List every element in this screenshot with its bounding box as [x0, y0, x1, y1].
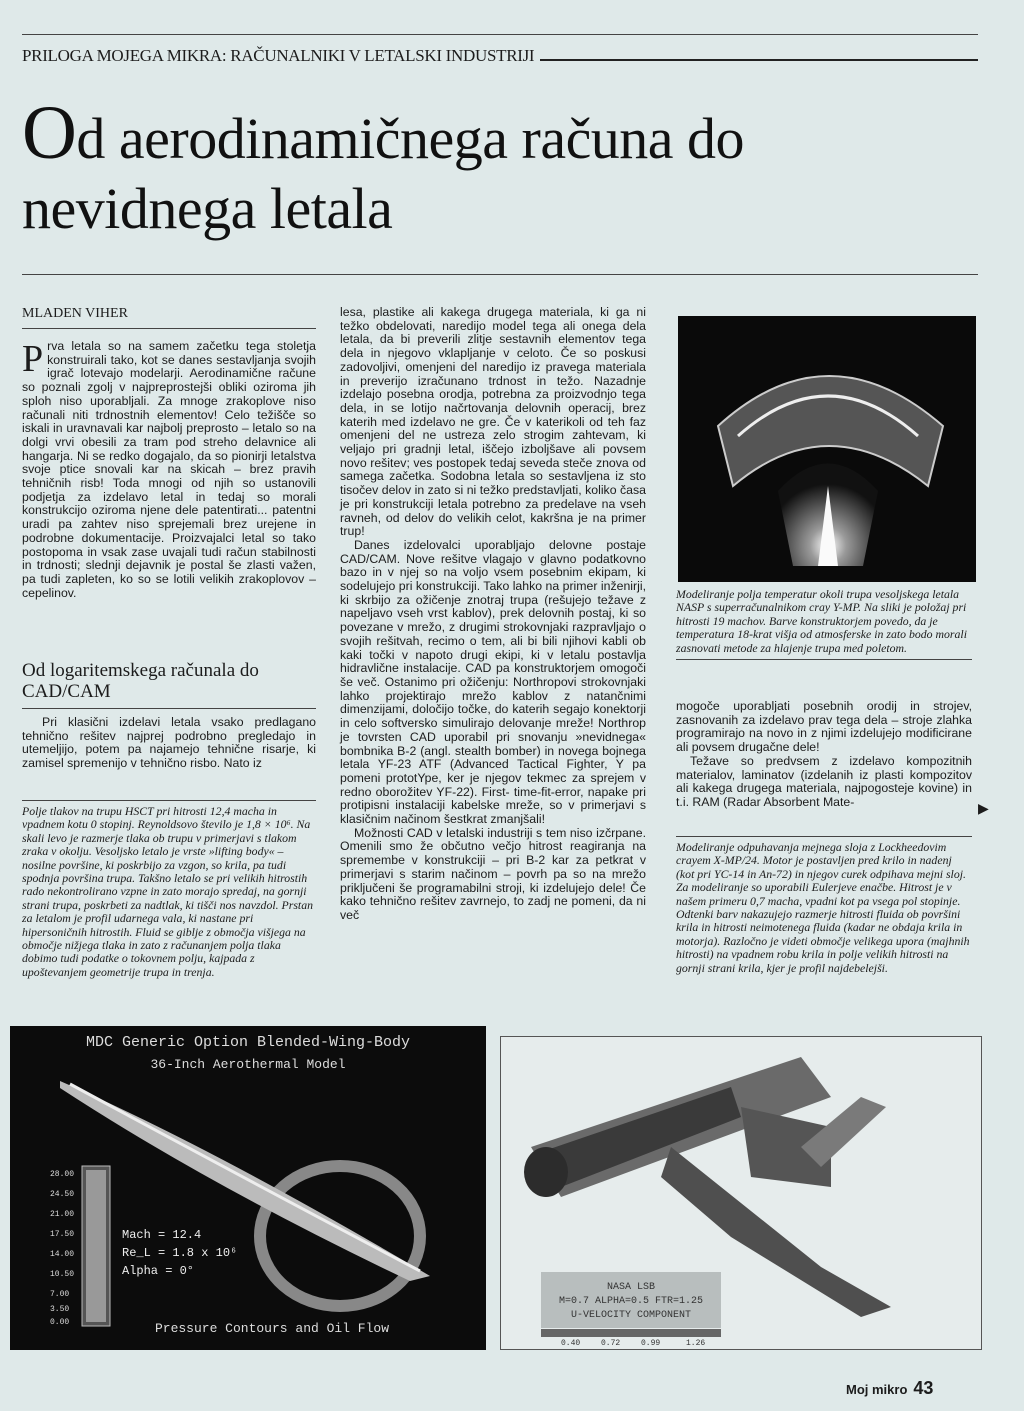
article-title [22, 91, 982, 244]
dropcap: P [22, 338, 44, 380]
caption-hsct: Polje tlakov na trupu HSCT pri hitrosti 12,4 macha in vpadnem kotu 0 stopinj. Reynoldsovo število je 1,8 × 10⁶. Na skali levo je razmerje tlaka ob trupu v primerjavi s tlakom zraka v okolju. Vesoljsko letalo je vrste »lifting body« – nosilne površine, ki poskrbijo za vzgon, so krila, pa tudi spodnja površina trupa. Takšno letalo se pri velikih hitrostih rado nekontrolirano vzpne in zato morajo spredaj, na gornji strani trupa, poskrbeti za nadtlak, ki tišči nos navzdol. Prstan za letalom je profil udarnega vala, ki nastane pri hipersoničnih hitrostih. Fluid se giblje z območja višjega na območje nižjega tlaka in zato z računanjem polja tlaka dobimo tudi podatke o tokovnem polju, kajpada z upoštevanjem geometrije trupa in trenja. [22, 800, 316, 979]
nasa-scale-label: 0.40 [561, 1339, 581, 1348]
mdc-title-2: 36-Inch Aerothermal Model [150, 1057, 346, 1072]
title-line2: nevidnega letala [22, 176, 393, 241]
nasa-label-3: U-VELOCITY COMPONENT [570, 1310, 692, 1321]
page-footer [846, 1378, 933, 1399]
mdc-scale-label: 7.00 [50, 1290, 70, 1299]
mdc-scale-label: 17.50 [50, 1230, 75, 1239]
column-1-paragraph-2: Pri klasični izdelavi letala vsako predlagano tehnično rešitev najprej podrobno pregledajo in utemeljijo, potem pa najamejo tehnične risarje, ki zamisel spremenijo v tehnično risbo. Nato iz [22, 715, 316, 771]
mdc-param-re: Re_L = 1.8 x 10⁶ [122, 1246, 238, 1260]
mdc-scale-label: 0.00 [50, 1318, 70, 1327]
mdc-footer: Pressure Contours and Oil Flow [154, 1321, 390, 1336]
section-rule [540, 59, 978, 61]
continue-arrow-icon: ▶ [978, 800, 989, 816]
mdc-scale-label: 28.00 [50, 1170, 75, 1179]
mdc-scale-label: 3.50 [50, 1305, 70, 1314]
mdc-param-mach: Mach = 12.4 [122, 1228, 202, 1242]
column-1 [22, 340, 316, 600]
caption-nasp: Modeliranje polja temperatur okoli trupa vesoljskega letala NASP s superračunalnikom cray Y-MP. Na sliki je položaj pri hitrosti 19 machov. Barve konstruktorjem povedo, da je temperatura 18-krat višja od atmosferske in zato bodo morali zasnovati metode za hlajenje trupa med poletom. [676, 588, 972, 660]
title-line1: d aerodinamičnega računa do [76, 106, 745, 171]
intro-paragraph: rva letala so na samem začetku tega stoletja konstruirali tako, kot se danes sestavljanja svojih igrač lotevajo modelarji. Aerodinamične račune so poznali zgolj v najpreprostejši obliki oziroma jih sploh niso uporabljali. Za mnoge zrakoplove niso računali niti trdnostnih elementov! Celo težišče so iskali in uravnavali kar najbolj preprosto – letalo so na dolgi vrvi obesili za tram pod streho delavnice ali hangarja. Ni se redko dogajalo, da so pionirji letalstva svoje ptice snovali kar na skicah – brez pravih tehničnih risb! Toda mnogi od njih so ustanovili podjetja za izdelavo letal in tedaj so morali konstrukcijo oziroma njene dele patentirati... patentni uradi pa zahtev niso sprejemali brez urejene in podrobne dokumentacije. Proizvajalci letal so tako postopoma in vsak zase uvajali tudi račun stabilnosti in trdnosti; slednji dejavnik je postal še zlasti važen, pa tudi zapleten, ko so se lotili velikih zrakoplovov – cepelinov. [22, 339, 316, 600]
mdc-param-alpha: Alpha = 0° [122, 1264, 195, 1278]
mdc-pressure-contours-image [10, 1026, 486, 1350]
caption-wing: Modeliranje odpuhavanja mejnega sloja z Lockheedovim crayem X-MP/24. Motor je postavljen pred krilo in nadenj (kot pri YC-14 in An-72) in njegov curek odpihava mejni sloj. Za modeliranje so uporabili Eulerjeve enačbe. Hitrost je v našem primeru 0,7 macha, vpadni kot pa vsega pol stopinje. Odtenki barv nakazujejo razmerje hitrosti fluida ob površini krila in hitrosti neimotenega fluida (kadar ne obdaja krila in motorja). Razločno je videti območje velikega upora (majhnih hitrosti) na vpadnem robu krila in polje velikih hitrosti na gornji strani krila, kjer je profil najdebelejši. [676, 836, 972, 975]
mdc-scale-label: 10.50 [50, 1270, 75, 1279]
title-rule [22, 274, 978, 275]
nasa-scale-label: 1.26 [686, 1339, 706, 1348]
nasp-temperature-image [678, 316, 976, 582]
nasa-label-2: M=0.7 ALPHA=0.5 FTR=1.25 [558, 1296, 704, 1307]
col2-paragraph-1: lesa, plastike ali kakega drugega materiala, ki ga ni težko obdelovati, naredijo model tega ali onega dela letala, da bi preverili zlitje sestavnih elementov tega dela in njegovo vklapljanje v celoto. Če so poskusi zadovoljivi, omenjeni del naredijo iz pravega materiala in preverijo izračunano trdnost in težo. Nazadnje izdelajo posebna orodja, potrebna za proizvodnjo tega dela, in se lotijo načrtovanja delovnih operacij, brez katerih med izdelavo ne gre. Če v katerikoli od teh faz omenjeni del ne ustreza zelo strogim zahtevam, ki veljajo pri gradnji letal, iščejo izboljšave ali povsem novo rešitev; ves postopek tedaj seveda steče znova od samega začetka. Sodobna letala so sestavljena iz sto tisočev delov in zato si ni težko predstavljati, koliko časa je pri konstrukciji letala potrebno za predelave na vseh ravneh, od delov do velikih celot, kakršna je na primer trup! [340, 305, 646, 539]
col2-paragraph-2: Danes izdelovalci uporabljajo delovne postaje CAD/CAM. Nove rešitve vlagajo v glavno podatkovno bazo in v njej so na voljo vsem posebnim ekipam, ki sodelujejo pri konstrukciji. Tako lahko na primer inženirji, ki skrbijo za ožičenje znotraj trupa (rešujejo težave z napeljavo vseh vrst kablov), prek delovnih postaj, ki so povezane v mrežo, z drugimi strokovnjaki razpravljajo o svojih rešitvah, recimo o tem, ali bi bili njihovi kabli ob kaki točki v napoto drugi ekipi, ki v letalu postavlja hidravlične instalacije. CAD pa konstruktorjem omogoči še več. Ostanimo pri ožičenju: Northropovi strokovnjaki lahko projektirajo mrežo kablov z natančnimi dimenzijami, določijo točke, do katerih segajo konektorji in celo softversko simulirajo delovanje mreže! Northrop je tovrsten CAD uporabil pri snovanju »nevidnega« bombnika B-2 (angl. stealth bomber) in novega bojnega letala YF-23 ATF (Advanced Tactical Fighter, Y pa pomeni prototYpe, ker je njegov tekmec za sprejem v redno oborožitev YF-22). First- time-fit-error, napake pri protipisni instalaciji kabelske mreže, so v primerjavi s klasičnim načinom šestkrat zmanjšali! [340, 537, 646, 827]
mdc-title-1: MDC Generic Option Blended-Wing-Body [85, 1034, 411, 1051]
section-title: PRILOGA MOJEGA MIKRA: RAČUNALNIKI V LETALSKI INDUSTRIJI [22, 46, 535, 65]
nasa-wing-velocity-image [500, 1036, 982, 1350]
nasa-label-1: NASA LSB [606, 1282, 656, 1293]
magazine-name: Moj mikro [846, 1382, 908, 1397]
nasa-scale-label: 0.99 [641, 1339, 661, 1348]
column-3 [676, 700, 972, 810]
column-2 [340, 306, 646, 923]
col2-paragraph-3: Možnosti CAD v letalski industriji s tem niso izčrpane. Omenili smo že občutno večjo hitrost reagiranja na spremembe v konstrukciji – pri B-2 kar za petkrat v primerjavi s starim načinom – povrh pa so na mrežo priključeni še programabilni stroji, ki izdelujejo dele! Če kako tehnično rešitev zavrnejo, to zadj ne pomeni, da ni več [340, 825, 646, 922]
mdc-scale-label: 21.00 [50, 1210, 75, 1219]
title-initial: O [22, 91, 77, 175]
page-number: 43 [913, 1378, 934, 1398]
nasa-scale-label: 0.72 [601, 1339, 621, 1348]
mdc-scale-label: 24.50 [50, 1190, 75, 1199]
col3-paragraph-2: Težave so predvsem z izdelavo kompozitnih materialov, laminatov (izdelanih iz plasti kompozitov ali kakega drugega materiala, najpogosteje kovine) in t.i. RAM (Radar Absorbent Mate- [676, 753, 972, 809]
col3-paragraph-1: mogoče uporabljati posebnih orodij in strojev, zasnovanih za izdelavo prav tega dela – stroje zlahka programirajo na novo in z njimi izdelujejo modificirane ali povsem drugačne dele! [676, 699, 972, 755]
author-byline: MLADEN VIHER [22, 306, 316, 329]
mdc-scale-label: 14.00 [50, 1250, 75, 1259]
section-header [22, 34, 978, 66]
subheading: Od logaritemskega računala do CAD/CAM [22, 660, 316, 709]
